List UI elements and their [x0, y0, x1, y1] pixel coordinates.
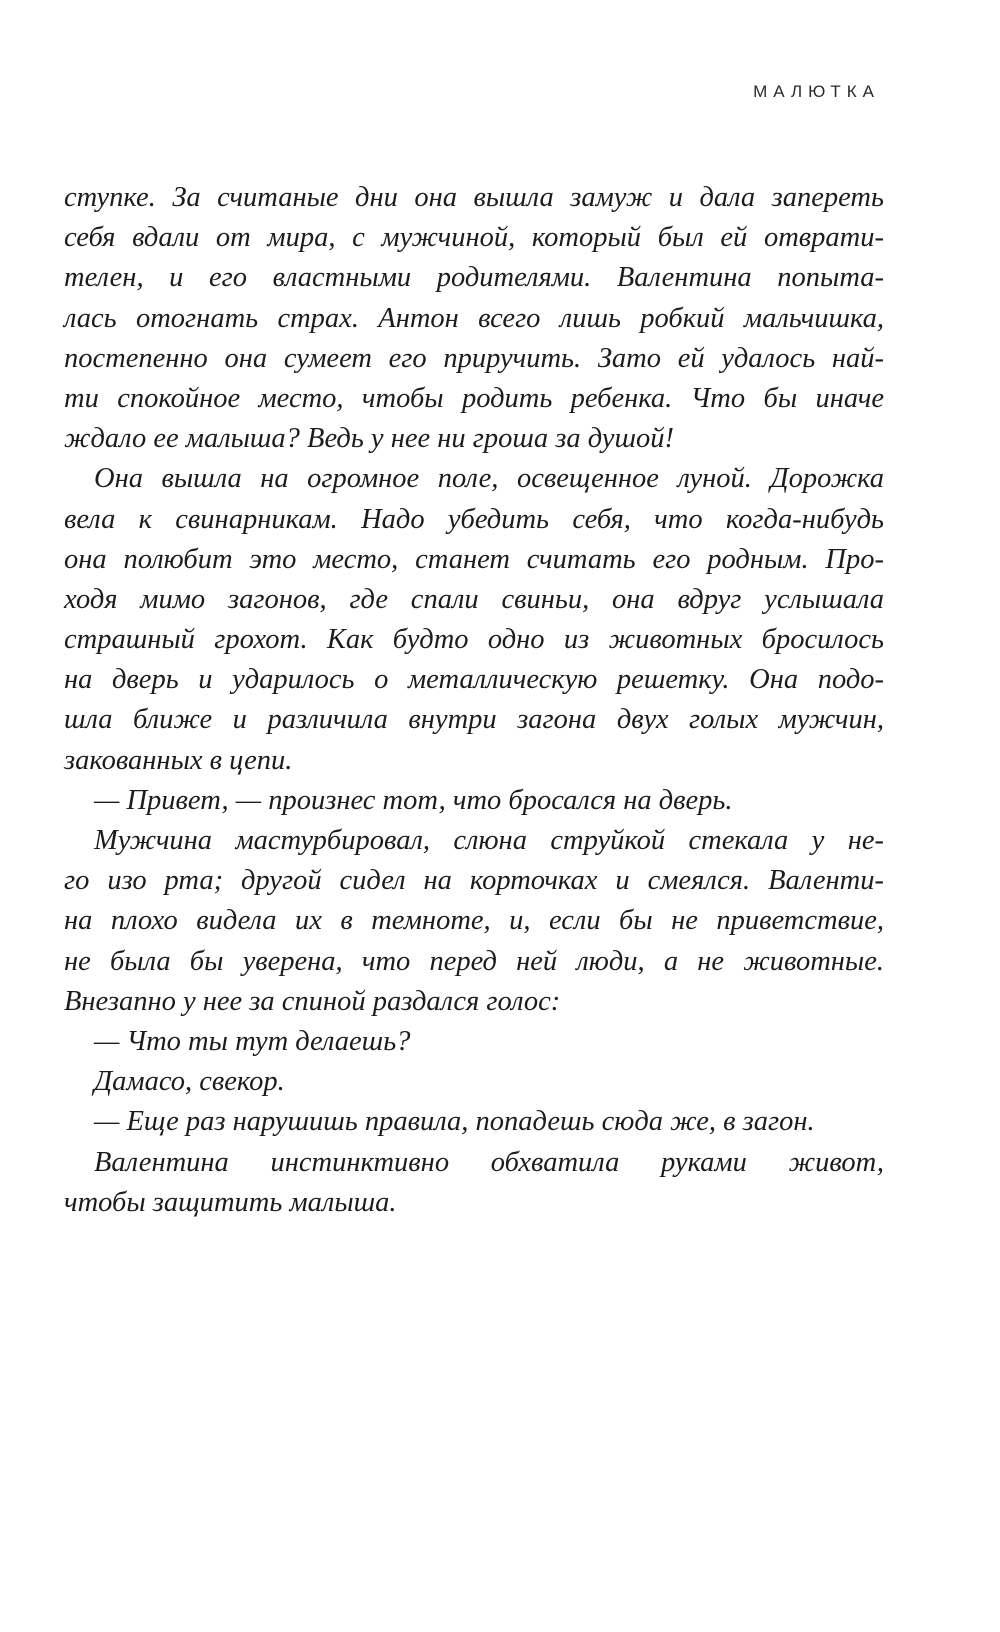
- text-line: — Что ты тут делаешь?: [94, 1025, 411, 1057]
- text-line: чтобы защитить малыша.: [64, 1186, 397, 1218]
- text-line: себя вдали от мира, с мужчиной, который был ей отврати-: [64, 222, 884, 254]
- text-line: она полюбит это место, станет считать его родным. Про-: [64, 543, 884, 575]
- text-line: постепенно она сумеет его приручить. Зато ей удалось най-: [64, 342, 884, 374]
- text-line: ждало ее малыша? Ведь у нее ни гроша за душой!: [64, 423, 674, 455]
- text-line: Она вышла на огромное поле, освещенное луной. Дорожка: [94, 463, 884, 495]
- text-line: на дверь и ударилось о металлическую решетку. Она подо-: [64, 664, 884, 696]
- text-line: го изо рта; другой сидел на корточках и смеялся. Валенти-: [64, 865, 884, 897]
- text-line: лась отогнать страх. Антон всего лишь робкий мальчишка,: [64, 302, 884, 334]
- text-line: шла ближе и различила внутри загона двух голых мужчин,: [64, 704, 884, 736]
- text-line: ступке. За считаные дни она вышла замуж и дала запереть: [64, 182, 884, 213]
- text-line: Дамасо, свекор.: [94, 1066, 285, 1098]
- text-line: закованных в цепи.: [64, 744, 293, 776]
- text-line: Мужчина мастурбировал, слюна струйкой стекала у не-: [94, 825, 884, 856]
- text-line: ти спокойное место, чтобы родить ребенка. Что бы иначе: [64, 382, 884, 414]
- text-line: страшный грохот. Как будто одно из животных бросилось: [64, 624, 884, 656]
- text-line: на плохо видела их в темноте, и, если бы не приветствие,: [64, 905, 884, 937]
- running-head: МАЛЮТКА: [753, 82, 880, 101]
- text-line: не была бы уверена, что перед ней люди, а не животные.: [64, 945, 884, 977]
- text-line: — Привет, — произнес тот, что бросался на дверь.: [94, 784, 733, 816]
- text-line: Валентина инстинктивно обхватила руками живот,: [94, 1146, 884, 1178]
- text-line: — Еще раз нарушишь правила, попадешь сюда же, в загон.: [94, 1106, 815, 1138]
- text-line: вела к свинарникам. Надо убедить себя, что когда-нибудь: [64, 503, 884, 535]
- text-line: ходя мимо загонов, где спали свиньи, она вдруг услышала: [64, 583, 884, 615]
- body-text: [64, 178, 884, 1223]
- text-line: телен, и его властными родителями. Валентина попыта-: [64, 262, 884, 294]
- text-line: Внезапно у нее за спиной раздался голос:: [64, 985, 561, 1017]
